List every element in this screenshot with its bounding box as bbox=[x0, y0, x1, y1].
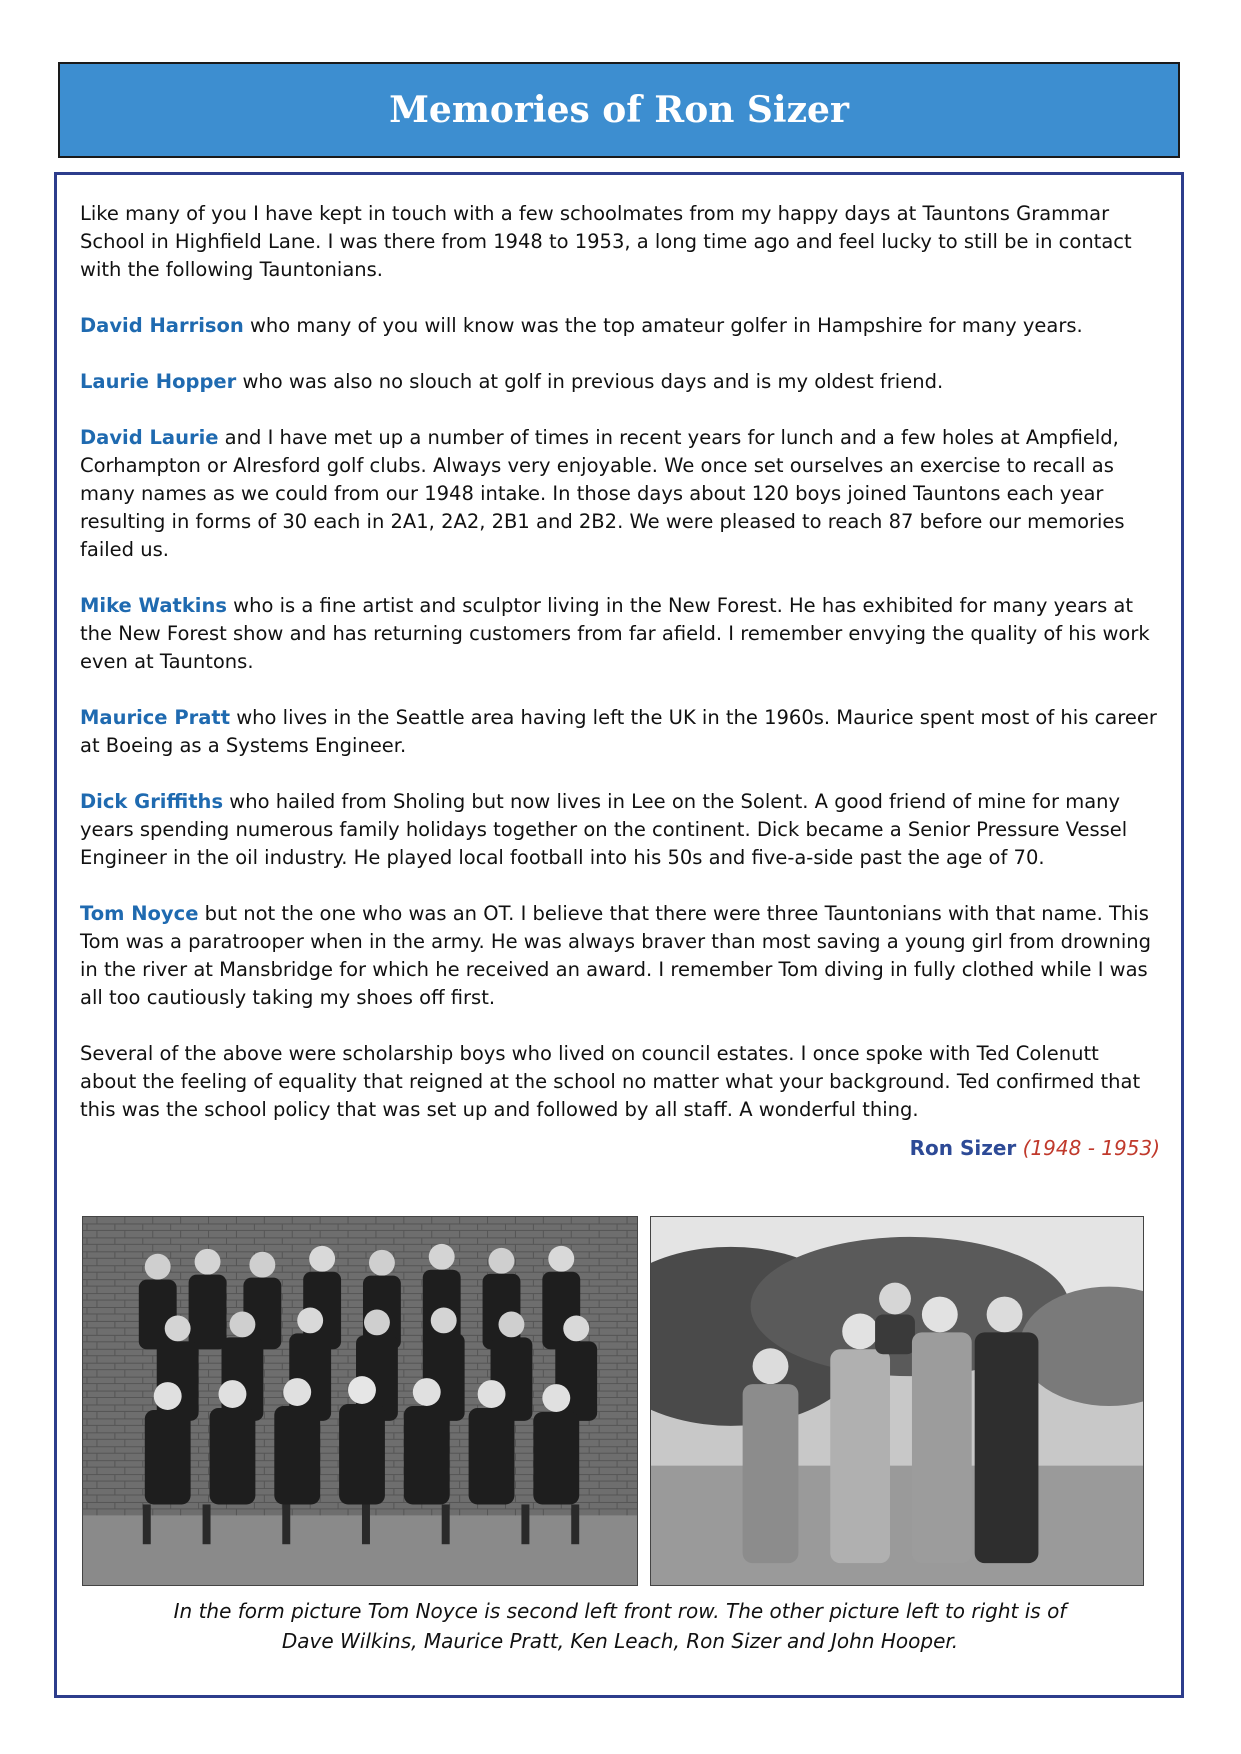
signature bbox=[80, 1134, 1160, 1162]
article-body bbox=[80, 200, 1160, 1190]
form-group-photo-illustration bbox=[83, 1217, 637, 1585]
person-name: Laurie Hopper bbox=[80, 370, 237, 393]
person-paragraph bbox=[80, 312, 1160, 340]
form-group-photo bbox=[82, 1216, 638, 1586]
person-name: Dick Griffiths bbox=[80, 790, 224, 813]
person-text: who was also no slouch at golf in previous days and is my oldest friend. bbox=[236, 370, 944, 393]
person-text: who lives in the Seattle area having left the UK in the 1960s. Maurice spent most of his career at Boeing as a Systems Engineer. bbox=[80, 706, 1157, 757]
person-paragraph bbox=[80, 900, 1160, 1012]
signature-name: Ron Sizer bbox=[909, 1136, 1017, 1160]
person-text: who many of you will know was the top amateur golfer in Hampshire for many years. bbox=[243, 314, 1083, 337]
closing-paragraph: Several of the above were scholarship boys who lived on council estates. I once spoke with Ted Colenutt about the feeling of equality that reigned at the school no matter what your background. Ted confirmed that this was the school policy that was set up and followed by all staff. A wonderful thing. bbox=[80, 1042, 1141, 1121]
person-name: Mike Watkins bbox=[80, 594, 227, 617]
title-banner bbox=[58, 62, 1180, 158]
person-name: Tom Noyce bbox=[80, 902, 199, 925]
caption-line: In the form picture Tom Noyce is second left front row. The other picture left to right is of bbox=[173, 1599, 1067, 1623]
friends-photo-illustration bbox=[651, 1217, 1143, 1585]
intro-paragraph: Like many of you I have kept in touch with a few schoolmates from my happy days at Tauntons Grammar School in Highfield Lane. I was there from 1948 to 1953, a long time ago and feel lucky to still be in contact with the following Tauntonians. bbox=[80, 202, 1132, 281]
person-paragraph bbox=[80, 424, 1160, 564]
person-paragraph bbox=[80, 368, 1160, 396]
person-paragraph bbox=[80, 592, 1160, 676]
signature-years: (1948 - 1953) bbox=[1022, 1136, 1160, 1160]
page-title: Memories of Ron Sizer bbox=[389, 89, 849, 131]
friends-photo bbox=[650, 1216, 1144, 1586]
person-text: but not the one who was an OT. I believe that there were three Tauntonians with that name. This Tom was a paratrooper when in the army. He was always braver than most saving a young girl from drowning in the river at Mansbridge for which he received an award. I remember Tom diving in fully clothed while I was all too cautiously taking my shoes off first. bbox=[80, 902, 1152, 1009]
person-name: David Laurie bbox=[80, 426, 219, 449]
person-text: who is a fine artist and sculptor living in the New Forest. He has exhibited for many years at the New Forest show and has returning customers from far afield. I remember envying the quality of his work even at Tauntons. bbox=[80, 594, 1150, 673]
person-name: David Harrison bbox=[80, 314, 244, 337]
caption-line: Dave Wilkins, Maurice Pratt, Ken Leach, Ron Sizer and John Hooper. bbox=[281, 1629, 959, 1653]
person-name: Maurice Pratt bbox=[80, 706, 231, 729]
person-paragraph bbox=[80, 788, 1160, 872]
person-text: who hailed from Sholing but now lives in Lee on the Solent. A good friend of mine for many years spending numerous family holidays together on the continent. Dick became a Senior Pressure Vessel Engineer in the oil industry. He played local football into his 50s and five-a-side past the age of 70. bbox=[80, 790, 1128, 869]
person-text: and I have met up a number of times in recent years for lunch and a few holes at Ampfield, Corhampton or Alresford golf clubs. Always very enjoyable. We once set ourselves an exercise to recall as many names as we could from our 1948 intake. In those days about 120 boys joined Tauntons each year resulting in forms of 30 each in 2A1, 2A2, 2B1 and 2B2. We were pleased to reach 87 before our memories failed us. bbox=[80, 426, 1125, 561]
person-paragraph bbox=[80, 704, 1160, 760]
photo-caption bbox=[80, 1596, 1160, 1656]
